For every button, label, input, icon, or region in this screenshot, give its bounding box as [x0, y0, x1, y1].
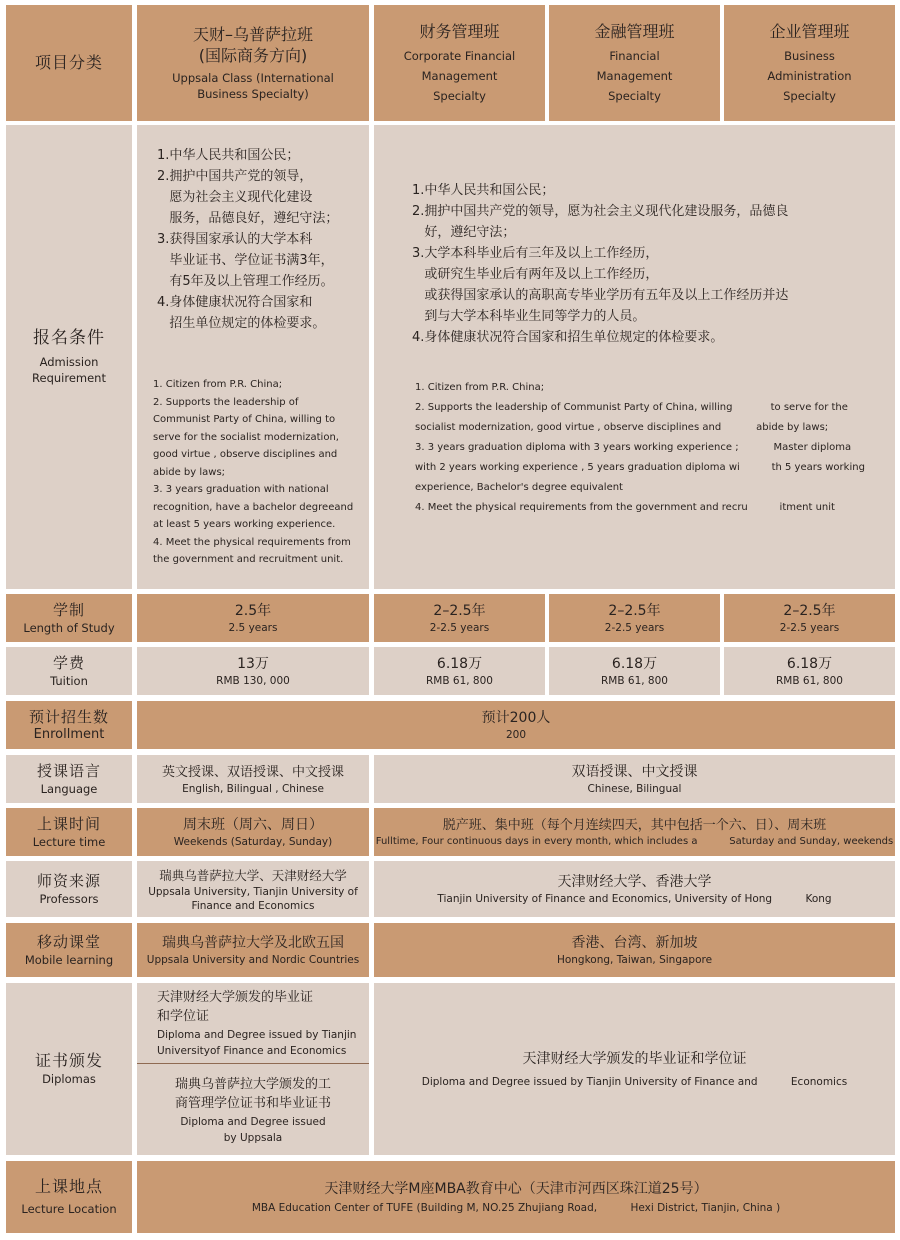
- diplomas-uppsala-cell: [137, 1064, 369, 1155]
- tuition-business-zh: 6.18万: [786, 655, 833, 672]
- professors-uppsala-en2: Finance and Economics: [191, 899, 315, 912]
- location-label-zh: 上课地点: [34, 1177, 103, 1196]
- professors-others-en: Tianjin University of Finance and Economics, University of Hong Kong: [437, 892, 832, 905]
- professors-uppsala-zh: 瑞典乌普萨拉大学、天津财经大学: [159, 867, 347, 883]
- length-label-zh: 学制: [52, 601, 85, 619]
- tuition-financial-zh: 6.18万: [611, 655, 658, 672]
- list-item: 或获得国家承认的高职高专毕业学历有五年及以上工作经历并达: [412, 288, 789, 303]
- list-item: Communist Party of China, willing to: [153, 414, 336, 425]
- diplomas-tufe-zh2: 和学位证: [157, 1009, 210, 1024]
- diplomas-uppsala-zh2: 商管理学位证书和毕业证书: [174, 1095, 331, 1111]
- list-item: with 2 years working experience , 5 years graduation diploma wi th 5 years working: [415, 462, 865, 473]
- header-category-label: 项目分类: [34, 53, 103, 72]
- list-item: 1.中华人民共和国公民；: [157, 148, 300, 163]
- tuition-business-en: RMB 61, 800: [776, 674, 843, 687]
- length-uppsala-en: 2.5 years: [228, 621, 278, 634]
- mobile-label-cell: [6, 923, 132, 977]
- tuition-uppsala-cell: [137, 647, 369, 695]
- diplomas-others-zh: 天津财经大学颁发的毕业证和学位证: [522, 1050, 747, 1067]
- list-item: good virtue , observe disciplines and: [153, 449, 338, 460]
- admission-label-cell: [6, 125, 132, 589]
- list-item: 3. 3 years graduation with national: [153, 484, 329, 495]
- length-financial-cell: [549, 594, 720, 642]
- header-business-admin-en3: Specialty: [783, 88, 836, 103]
- professors-others-zh: 天津财经大学、香港大学: [557, 873, 712, 890]
- mobile-uppsala-cell: [137, 923, 369, 977]
- tuition-financial-cell: [549, 647, 720, 695]
- diplomas-label-cell: [6, 983, 132, 1155]
- list-item: serve for the socialist modernization,: [153, 431, 339, 443]
- header-corporate-finance-en: Corporate Financial: [403, 48, 516, 63]
- language-label-cell: [6, 755, 132, 803]
- length-corporate-en: 2-2.5 years: [429, 621, 490, 634]
- location-value-cell: [137, 1161, 895, 1233]
- diplomas-others-en: Diploma and Degree issued by Tianjin University of Finance and Economics: [421, 1075, 848, 1088]
- list-item: 到与大学本科毕业生同等学力的人员。: [412, 309, 646, 324]
- diplomas-others-cell: [374, 983, 895, 1155]
- location-value-en: MBA Education Center of TUFE (Building M, NO.25 Zhujiang Road, Hexi District, Tianjin, China ): [251, 1201, 781, 1214]
- language-uppsala-en: English, Bilingual , Chinese: [182, 782, 324, 795]
- tuition-business-cell: [724, 647, 895, 695]
- diplomas-uppsala-zh: 瑞典乌普萨拉大学颁发的工: [174, 1076, 331, 1092]
- location-value-zh: 天津财经大学M座MBA教育中心（天津市河西区珠江道25号）: [324, 1180, 708, 1197]
- list-item: 1.中华人民共和国公民；: [412, 183, 555, 198]
- mobile-label-en: Mobile learning: [24, 953, 114, 967]
- admission-label-zh: 报名条件: [33, 328, 105, 348]
- header-corporate-finance-zh: 财务管理班: [419, 21, 500, 41]
- header-financial-mgmt-cell: [549, 5, 720, 121]
- enrollment-value-zh: 预计200人: [481, 709, 551, 726]
- language-others-zh: 双语授课、中文授课: [571, 763, 698, 780]
- list-item: 4.身体健康状况符合国家和: [157, 295, 313, 310]
- professors-label-en: Professors: [39, 892, 99, 906]
- enrollment-label-en: Enrollment: [33, 727, 105, 742]
- diplomas-uppsala-en: Diploma and Degree issued: [180, 1115, 326, 1128]
- enrollment-value-cell: [137, 701, 895, 749]
- admission-others-en-list: [374, 348, 895, 518]
- mobile-uppsala-zh: 瑞典乌普萨拉大学及北欧五国: [162, 934, 344, 951]
- length-corporate-cell: [374, 594, 545, 642]
- admission-others-cell: [374, 125, 895, 589]
- tuition-label-en: Tuition: [50, 674, 88, 688]
- header-uppsala-cell: [137, 5, 369, 121]
- header-financial-mgmt-en3: Specialty: [608, 88, 661, 103]
- mobile-others-en: Hongkong, Taiwan, Singapore: [556, 953, 713, 966]
- tuition-corporate-cell: [374, 647, 545, 695]
- lecture-time-label-en: Lecture time: [32, 835, 106, 849]
- length-uppsala-cell: [137, 594, 369, 642]
- list-item: 3.大学本科毕业后有三年及以上工作经历，: [412, 246, 659, 261]
- diplomas-tufe-zh: 天津财经大学颁发的毕业证: [157, 990, 314, 1005]
- length-business-en: 2-2.5 years: [779, 621, 840, 634]
- diplomas-tufe-en2: Universityof Finance and Economics: [157, 1045, 347, 1057]
- header-corporate-finance-cell: [374, 5, 545, 121]
- header-business-admin-zh: 企业管理班: [769, 21, 850, 41]
- language-label-en: Language: [40, 782, 98, 796]
- tuition-label-cell: [6, 647, 132, 695]
- diplomas-tufe-cell: [137, 983, 369, 1063]
- list-item: 3. 3 years graduation diploma with 3 years working experience ; Master diploma: [415, 442, 852, 453]
- length-business-zh: 2–2.5年: [783, 602, 836, 619]
- list-item: 有5年及以上管理工作经历。: [157, 274, 334, 289]
- list-item: 4. Meet the physical requirements from the government and recru itment unit: [415, 502, 835, 513]
- list-item: recognition, have a bachelor degreeand: [153, 501, 354, 513]
- header-corporate-finance-en2: Management: [421, 68, 498, 83]
- admission-uppsala-cell: [137, 125, 369, 589]
- diplomas-label-zh: 证书颁发: [34, 1051, 103, 1070]
- list-item: at least 5 years working experience.: [153, 519, 336, 530]
- tuition-uppsala-zh: 13万: [237, 655, 269, 672]
- list-item: 2. Supports the leadership of Communist Party of China, willing to serve for the: [415, 402, 848, 413]
- length-label-en: Length of Study: [23, 621, 115, 635]
- tuition-uppsala-en: RMB 130, 000: [216, 674, 290, 687]
- header-corporate-finance-en3: Specialty: [433, 88, 486, 103]
- language-uppsala-zh: 英文授课、双语授课、中文授课: [161, 764, 344, 780]
- list-item: 1. Citizen from P.R. China;: [153, 379, 283, 390]
- header-uppsala-en2: Business Specialty): [197, 87, 309, 101]
- length-uppsala-zh: 2.5年: [234, 602, 272, 619]
- list-item: 4.身体健康状况符合国家和招生单位规定的体检要求。: [412, 330, 724, 345]
- lecture-time-uppsala-en: Weekends (Saturday, Sunday): [173, 835, 333, 848]
- diplomas-tufe-en: Diploma and Degree issued by Tianjin: [157, 1029, 357, 1041]
- list-item: 2.拥护中国共产党的领导，: [157, 169, 313, 184]
- list-item: 1. Citizen from P.R. China;: [415, 382, 545, 393]
- lecture-time-others-zh: 脱产班、集中班（每个月连续四天，其中包括一个六、日）、周末班: [442, 817, 827, 833]
- header-financial-mgmt-en: Financial: [609, 48, 660, 63]
- language-label-zh: 授课语言: [36, 762, 101, 780]
- lecture-time-uppsala-zh: 周末班（周六、周日）: [183, 816, 323, 833]
- admission-label-en: Admission: [39, 355, 99, 369]
- tuition-corporate-en: RMB 61, 800: [426, 674, 493, 687]
- header-uppsala-zh2: (国际商务方向): [198, 46, 308, 65]
- list-item: 服务，品德良好，遵纪守法；: [157, 211, 339, 226]
- header-business-admin-en2: Administration: [767, 68, 852, 83]
- diplomas-uppsala-en2: by Uppsala: [223, 1131, 283, 1144]
- tuition-label-zh: 学费: [52, 654, 85, 672]
- list-item: experience, Bachelor's degree equivalent: [415, 482, 623, 493]
- list-item: socialist modernization, good virtue , observe disciplines and abide by laws;: [415, 422, 829, 433]
- list-item: 4. Meet the physical requirements from: [153, 536, 351, 548]
- language-others-en: Chinese, Bilingual: [587, 782, 682, 795]
- header-category-cell: [6, 5, 132, 121]
- header-uppsala-en: Uppsala Class (International: [172, 71, 334, 85]
- professors-others-cell: [374, 861, 895, 917]
- language-uppsala-cell: [137, 755, 369, 803]
- lecture-time-label-zh: 上课时间: [36, 815, 101, 833]
- list-item: 毕业证书、学位证书满3年，: [157, 253, 334, 268]
- header-business-admin-cell: [724, 5, 895, 121]
- diplomas-label-en: Diplomas: [42, 1072, 96, 1086]
- lecture-time-others-en: Fulltime, Four continuous days in every month, which includes a Saturday and Sunday, weekends: [375, 835, 894, 847]
- length-financial-zh: 2–2.5年: [608, 602, 661, 619]
- professors-label-zh: 师资来源: [36, 872, 101, 890]
- lecture-time-label-cell: [6, 808, 132, 856]
- list-item: 愿为社会主义现代化建设: [157, 190, 313, 205]
- header-financial-mgmt-en2: Management: [596, 68, 673, 83]
- mobile-others-zh: 香港、台湾、新加坡: [571, 934, 698, 951]
- lecture-time-uppsala-cell: [137, 808, 369, 856]
- admission-uppsala-en-list: [137, 334, 369, 569]
- enrollment-label-zh: 预计招生数: [28, 708, 109, 726]
- list-item: 招生单位规定的体检要求。: [157, 316, 326, 331]
- enrollment-label-cell: [6, 701, 132, 749]
- length-corporate-zh: 2–2.5年: [433, 602, 486, 619]
- language-others-cell: [374, 755, 895, 803]
- admission-label-en2: Requirement: [32, 371, 106, 385]
- location-label-cell: [6, 1161, 132, 1233]
- list-item: 好，遵纪守法；: [412, 225, 516, 240]
- professors-uppsala-en: Uppsala University, Tianjin University of: [148, 885, 358, 898]
- enrollment-value-en: 200: [505, 728, 527, 741]
- list-item: 2.拥护中国共产党的领导，愿为社会主义现代化建设服务，品德良: [412, 204, 789, 219]
- professors-label-cell: [6, 861, 132, 917]
- list-item: the government and recruitment unit.: [153, 554, 344, 565]
- header-uppsala-zh: 天财–乌普萨拉班: [192, 25, 313, 44]
- header-business-admin-en: Business: [784, 48, 835, 63]
- list-item: 2. Supports the leadership of: [153, 396, 299, 408]
- list-item: abide by laws;: [153, 466, 226, 478]
- tuition-financial-en: RMB 61, 800: [601, 674, 668, 687]
- mobile-label-zh: 移动课堂: [36, 933, 101, 951]
- mobile-others-cell: [374, 923, 895, 977]
- lecture-time-others-cell: [374, 808, 895, 856]
- list-item: 或研究生毕业后有两年及以上工作经历，: [412, 267, 659, 282]
- length-label-cell: [6, 594, 132, 642]
- header-financial-mgmt-zh: 金融管理班: [594, 21, 675, 41]
- mobile-uppsala-en: Uppsala University and Nordic Countries: [146, 953, 360, 966]
- list-item: 3.获得国家承认的大学本科: [157, 232, 313, 247]
- length-business-cell: [724, 594, 895, 642]
- professors-uppsala-cell: [137, 861, 369, 917]
- admission-others-zh-list: [374, 125, 895, 348]
- location-label-en: Lecture Location: [21, 1202, 117, 1216]
- length-financial-en: 2-2.5 years: [604, 621, 665, 634]
- admission-uppsala-zh-list: [137, 125, 369, 334]
- tuition-corporate-zh: 6.18万: [436, 655, 483, 672]
